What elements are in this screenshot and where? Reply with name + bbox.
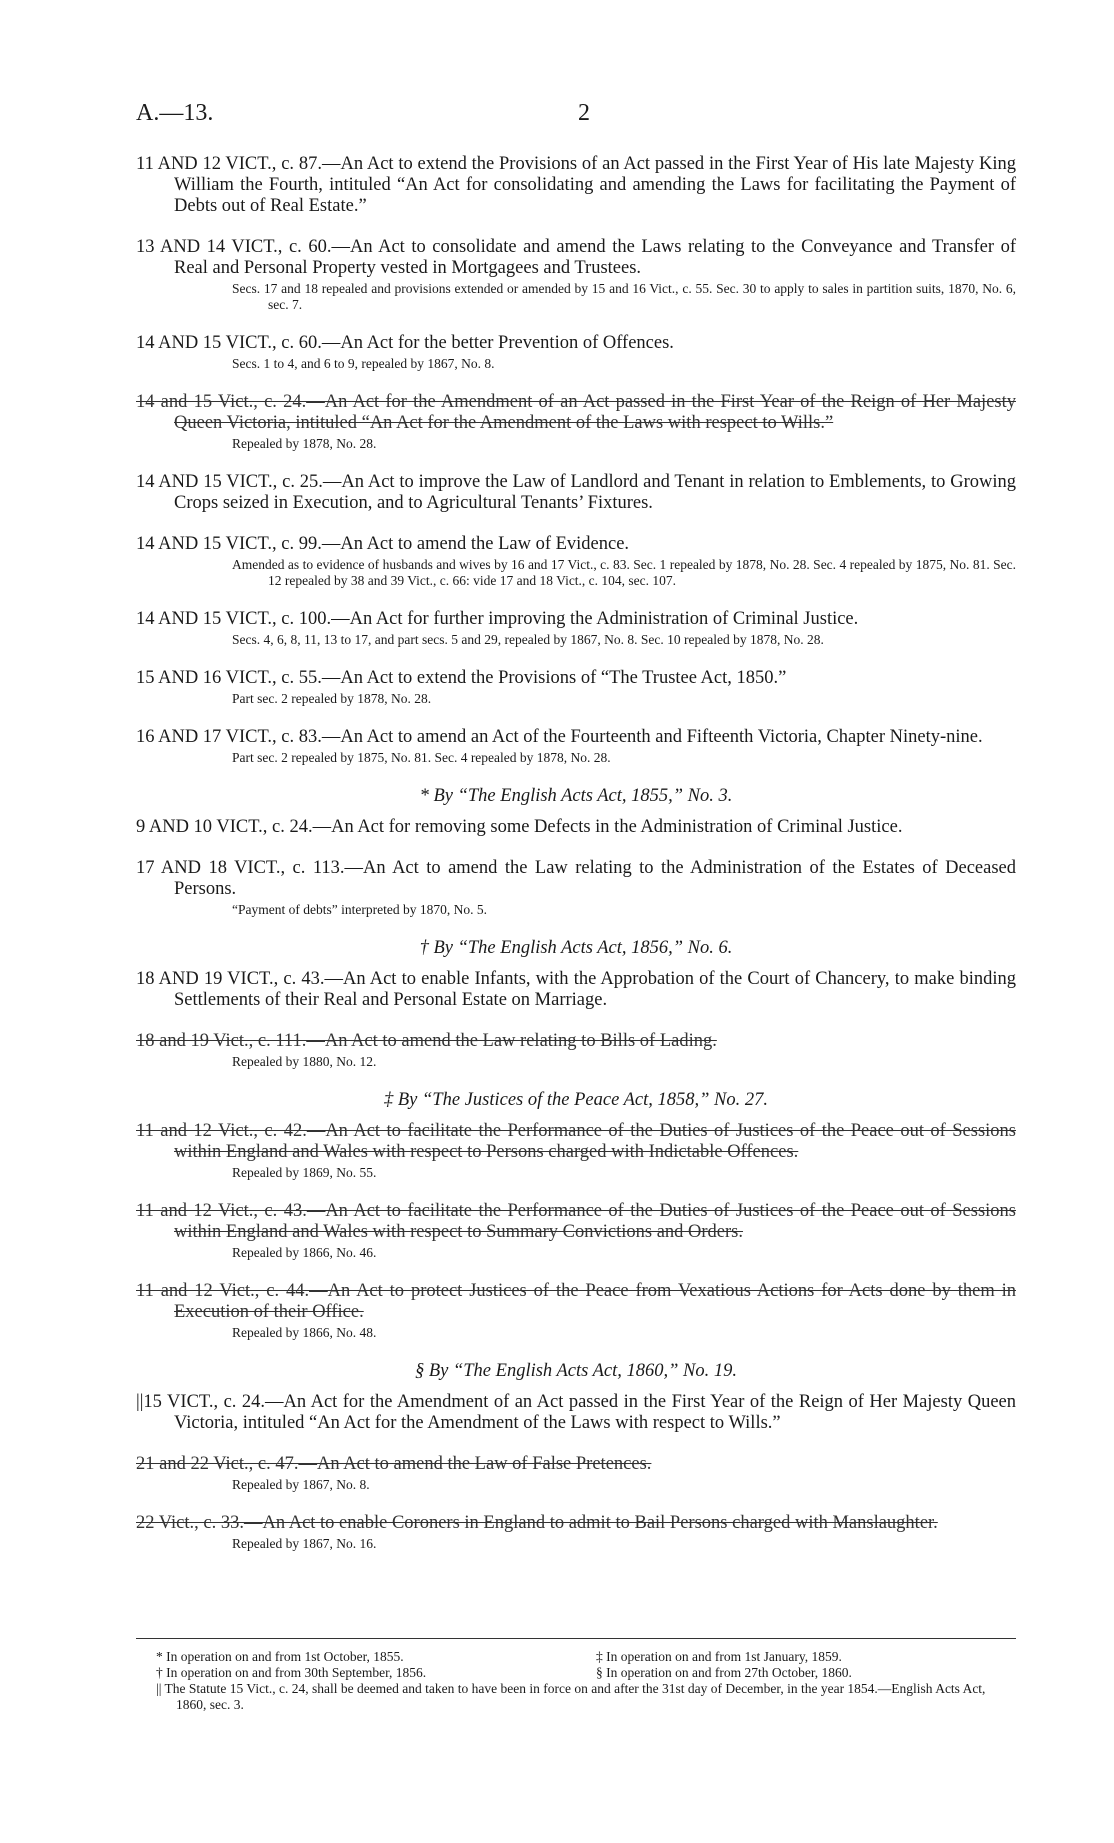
- statute-entry: [136, 333, 1016, 372]
- statute-entry: [136, 154, 1016, 217]
- statute-title: 13 AND 14 VICT., c. 60.—An Act to consolidate and amend the Laws relating to the Conveyance and Transfer of Real and Personal Property vested in Mortgagees and Trustees.: [136, 237, 1016, 278]
- statute-title: 17 AND 18 VICT., c. 113.—An Act to amend the Law relating to the Administration of the Estates of Deceased Persons.: [136, 858, 1016, 899]
- statute-note: Secs. 1 to 4, and 6 to 9, repealed by 1867, No. 8.: [232, 356, 495, 371]
- section-heading: † By “The English Acts Act, 1856,” No. 6.: [419, 938, 733, 958]
- statute-title: 11 and 12 Vict., c. 42.—An Act to facilitate the Performance of the Duties of Justices of the Peace out of Sessions within England and Wales with respect to Persons charged with Indictable Offences.: [136, 1121, 1016, 1162]
- statute-note: Secs. 4, 6, 8, 11, 13 to 17, and part secs. 5 and 29, repealed by 1867, No. 8. Sec. 10 repealed by 1878, No. 28.: [232, 632, 824, 647]
- statute-entry: [136, 817, 1016, 838]
- statute-note: Part sec. 2 repealed by 1875, No. 81. Sec. 4 repealed by 1878, No. 28.: [232, 750, 611, 765]
- section-heading: § By “The English Acts Act, 1860,” No. 19.: [414, 1361, 738, 1381]
- statute-note: Repealed by 1866, No. 46.: [232, 1245, 377, 1260]
- footnote: || The Statute 15 Vict., c. 24, shall be deemed and taken to have been in force on and after the 31st day of December, in the year 1854.—English Acts Act, 1860, sec. 3.: [156, 1681, 986, 1712]
- statute-title: 14 AND 15 VICT., c. 60.—An Act for the better Prevention of Offences.: [136, 333, 674, 353]
- statute-entry-repealed: [136, 1454, 1016, 1493]
- statute-entry: [136, 858, 1016, 918]
- section-heading: * By “The English Acts Act, 1855,” No. 3.: [419, 786, 733, 806]
- statute-entry: [136, 1392, 1016, 1434]
- footnote: § In operation on and from 27th October, 1860.: [596, 1665, 852, 1680]
- statute-title: 14 AND 15 VICT., c. 99.—An Act to amend the Law of Evidence.: [136, 534, 630, 554]
- statute-entry: [136, 727, 1016, 766]
- statute-title: 9 AND 10 VICT., c. 24.—An Act for removing some Defects in the Administration of Criminal Justice.: [136, 817, 903, 837]
- statute-title: 16 AND 17 VICT., c. 83.—An Act to amend an Act of the Fourteenth and Fifteenth Victoria, Chapter Ninety-nine.: [136, 727, 983, 747]
- statute-entry-repealed: [136, 392, 1016, 452]
- statute-note: Repealed by 1866, No. 48.: [232, 1325, 377, 1340]
- statute-note: Repealed by 1880, No. 12.: [232, 1054, 377, 1069]
- statute-title: 11 and 12 Vict., c. 44.—An Act to protect Justices of the Peace from Vexatious Actions for Acts done by them in Execution of their Office.: [136, 1281, 1016, 1322]
- page-header: [136, 100, 1014, 130]
- statute-note: Repealed by 1878, No. 28.: [232, 436, 377, 451]
- statute-title: 14 AND 15 VICT., c. 100.—An Act for further improving the Administration of Criminal Justice.: [136, 609, 859, 629]
- statute-title: 15 AND 16 VICT., c. 55.—An Act to extend the Provisions of “The Trustee Act, 1850.”: [136, 668, 787, 688]
- statute-entry: [136, 969, 1016, 1011]
- statute-entry-repealed: [136, 1513, 1016, 1552]
- statute-title: 21 and 22 Vict., c. 47.—An Act to amend the Law of False Pretences.: [136, 1454, 652, 1474]
- footnote: * In operation on and from 1st October, 1855.: [156, 1649, 404, 1664]
- statute-title: ||15 VICT., c. 24.—An Act for the Amendment of an Act passed in the First Year of the Reign of Her Majesty Queen Victoria, intituled “An Act for the Amendment of the Laws with respect to Wills.”: [136, 1392, 1016, 1433]
- statute-entry: [136, 668, 1016, 707]
- statute-entry: [136, 237, 1016, 313]
- statute-entry: [136, 609, 1016, 648]
- statute-title: 14 and 15 Vict., c. 24.—An Act for the Amendment of an Act passed in the First Year of the Reign of Her Majesty Queen Victoria, intituled “An Act for the Amendment of the Laws with respect to Wills.”: [136, 392, 1016, 433]
- statute-title: 11 and 12 Vict., c. 43.—An Act to facilitate the Performance of the Duties of Justices of the Peace out of Sessions within England and Wales with respect to Summary Convictions and Orders.: [136, 1201, 1016, 1242]
- footnote: ‡ In operation on and from 1st January, 1859.: [596, 1649, 842, 1664]
- footnotes: [136, 1638, 1016, 1713]
- footnote: † In operation on and from 30th September, 1856.: [156, 1665, 427, 1680]
- statute-note: “Payment of debts” interpreted by 1870, No. 5.: [232, 902, 487, 917]
- footnote-grid: [136, 1649, 1016, 1681]
- section-heading: ‡ By “The Justices of the Peace Act, 1858,” No. 27.: [384, 1090, 768, 1110]
- statute-note: Part sec. 2 repealed by 1878, No. 28.: [232, 691, 432, 706]
- statute-entry-repealed: [136, 1281, 1016, 1341]
- statute-title: 18 AND 19 VICT., c. 43.—An Act to enable Infants, with the Approbation of the Court of Chancery, to make binding Settlements of their Real and Personal Estate on Marriage.: [136, 969, 1016, 1010]
- statute-note: Amended as to evidence of husbands and wives by 16 and 17 Vict., c. 83. Sec. 1 repealed by 1878, No. 28. Sec. 4 repealed by 1875, No. 81. Sec. 12 repealed by 38 and 39 Vict., c. 66: vide 17 and 18 Vict., c. 104, sec. 107.: [232, 557, 1016, 588]
- statute-entry-repealed: [136, 1121, 1016, 1181]
- statute-entry: [136, 472, 1016, 514]
- statute-title: 11 AND 12 VICT., c. 87.—An Act to extend the Provisions of an Act passed in the First Year of His late Majesty King William the Fourth, intituled “An Act for consolidating and amending the Laws for facilitating the Payment of Debts out of Real Estate.”: [136, 154, 1016, 216]
- statute-title: 14 AND 15 VICT., c. 25.—An Act to improve the Law of Landlord and Tenant in relation to Emblements, to Growing Crops seized in Execution, and to Agricultural Tenants’ Fixtures.: [136, 472, 1016, 513]
- statute-note: Repealed by 1867, No. 16.: [232, 1536, 377, 1551]
- page-code: A.—13.: [136, 100, 214, 126]
- statute-title: 18 and 19 Vict., c. 111.—An Act to amend the Law relating to Bills of Lading.: [136, 1031, 717, 1051]
- statute-title: 22 Vict., c. 33.—An Act to enable Coroners in England to admit to Bail Persons charged with Manslaughter.: [136, 1513, 938, 1533]
- statute-entry: [136, 534, 1016, 589]
- statute-note: Secs. 17 and 18 repealed and provisions extended or amended by 15 and 16 Vict., c. 55. Sec. 30 to apply to sales in partition suits, 1870, No. 6, sec. 7.: [232, 281, 1016, 312]
- statute-list: [136, 154, 1016, 1572]
- statute-entry-repealed: [136, 1201, 1016, 1261]
- statute-note: Repealed by 1869, No. 55.: [232, 1165, 377, 1180]
- page-number: 2: [578, 100, 590, 126]
- statute-note: Repealed by 1867, No. 8.: [232, 1477, 370, 1492]
- statute-entry-repealed: [136, 1031, 1016, 1070]
